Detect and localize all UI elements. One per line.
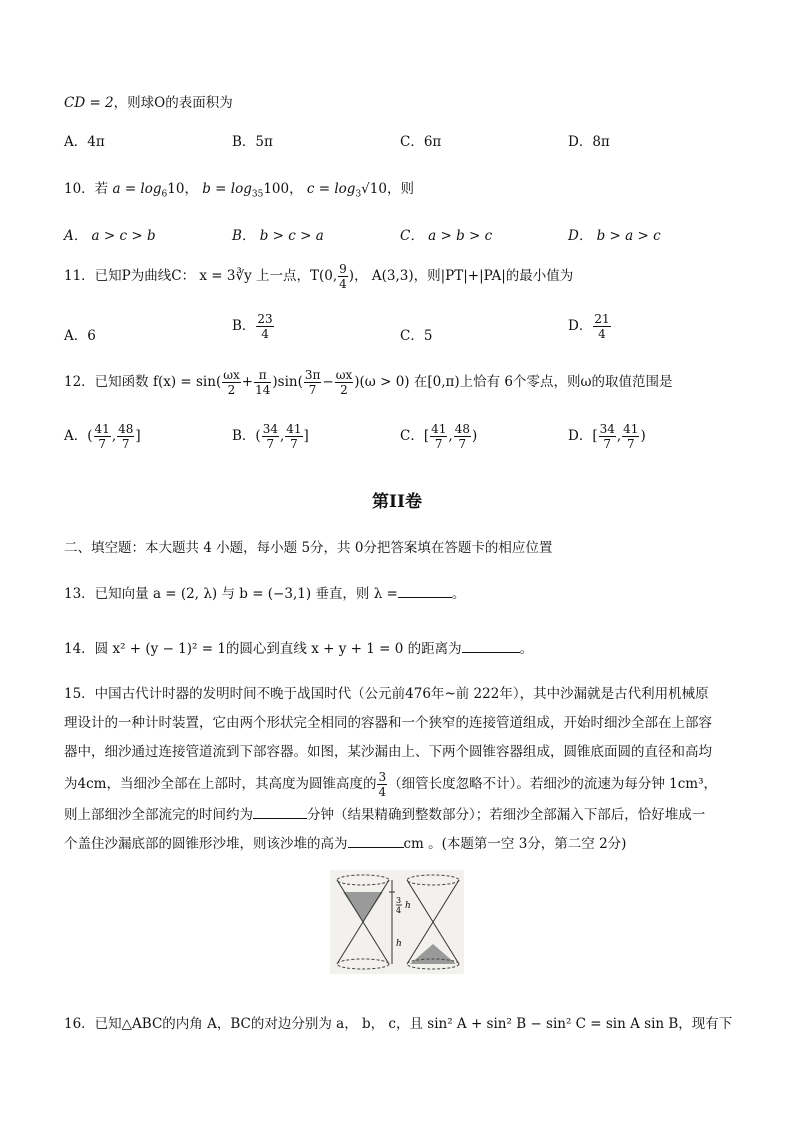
- q12-f1n: ωx: [223, 368, 240, 382]
- q12-b-n2: 41: [286, 422, 302, 436]
- q9-option-a: A．4π: [64, 134, 105, 150]
- q12-a-label: A．(: [64, 428, 93, 444]
- q12-d-label: D．[: [568, 428, 598, 444]
- fig-h-lower: h: [396, 939, 402, 949]
- q11-b-num: 23: [257, 312, 273, 326]
- q10-c-val: √10: [361, 181, 387, 197]
- q11-d-fraction: [593, 312, 610, 341]
- q12-frac-3: [304, 368, 322, 397]
- q12-a-n1: 41: [94, 422, 110, 436]
- q9-option-d: D．8π: [568, 134, 610, 150]
- q11-b-label: B．: [232, 318, 256, 334]
- q12-f3d: 7: [308, 383, 317, 397]
- q11-stem: [64, 262, 573, 291]
- q11-frac-den: 4: [339, 277, 347, 291]
- q14-post: 。: [519, 641, 534, 657]
- q12-c-frac1: [430, 422, 447, 451]
- q10-a-sub: 6: [161, 189, 168, 200]
- q15-frac-num: 3: [378, 770, 387, 784]
- q12-a-n2: 48: [118, 422, 134, 436]
- q10-b: b = log: [202, 181, 252, 197]
- q11-option-a: A．6: [64, 328, 96, 344]
- q12-d-frac1: [599, 422, 616, 451]
- q12-c-d2: 7: [458, 437, 467, 451]
- q12-f1d: 2: [227, 383, 236, 397]
- q16-stem: 16．已知△ABC的内角 A，BC的对边分别为 a， b， c，且 sin² A + sin² B − sin² C = sin A sin B，现有下: [64, 1016, 733, 1032]
- q11-option-b: [232, 312, 275, 341]
- q15-paragraph: [64, 680, 730, 859]
- q10-num: 10．若: [64, 181, 109, 197]
- q13-answer-blank[interactable]: [398, 585, 452, 598]
- q12-d-frac2: [622, 422, 639, 451]
- q14-pre: 14．圆 x² + (y − 1)² = 1的圆心到直线 x + y + 1 = 0 的距离为: [64, 641, 462, 657]
- q12-b-frac2: [285, 422, 302, 451]
- q11-option-c: C．5: [400, 328, 433, 344]
- q11-d-den: 4: [598, 327, 606, 341]
- q9-option-b: B．5π: [232, 134, 273, 150]
- q15-line-2: 理设计的一种计时装置，它由两个形状完全相同的容器和一个狭窄的连接管道组成，开始时细沙全部在上部容: [64, 715, 712, 731]
- fig-h-upper: h: [405, 901, 411, 911]
- q14-stem: [64, 637, 533, 657]
- q10-a-val: 10: [167, 181, 185, 197]
- q12-d-n2: 41: [623, 422, 639, 436]
- q15-line-5: [64, 801, 730, 830]
- section-2-heading: 二、填空题：本大题共 4 小题，每小题 5分，共 0分把答案填在答题卡的相应位置: [64, 540, 553, 556]
- q12-f2d: 14: [255, 383, 271, 397]
- q13-pre: 13．已知向量 a = (2, λ) 与 b = (−3,1) 垂直，则 λ =: [64, 586, 398, 602]
- q12-frac-4: [335, 368, 354, 397]
- q12-b-d2: 7: [290, 437, 298, 451]
- q11-pre: 11．已知P为曲线C： x = 3∛y 上一点，T(0,: [64, 268, 338, 284]
- q12-d-d1: 7: [603, 437, 612, 451]
- q11-post: )， A(3,3)，则|PT|+|PA|的最小值为: [348, 268, 574, 284]
- q12-f4d: 2: [340, 383, 348, 397]
- q11-b-den: 4: [261, 327, 269, 341]
- q15-frac-den: 4: [378, 785, 387, 799]
- q9-cd: CD = 2: [64, 95, 114, 111]
- q9-tail: [64, 91, 233, 111]
- q12-d-close: ): [640, 428, 646, 444]
- q15-l4b: （细管长度忽略不计）。若细沙的流速为每分钟 1cm³，: [388, 776, 717, 792]
- q12-option-c: C．[ $\frac{41}{7}$ , $\frac{48}{7}$ ): [400, 422, 478, 451]
- q12-c-d1: 7: [434, 437, 443, 451]
- q12-a-frac1: [94, 422, 111, 451]
- q10-tail: ，则: [386, 181, 414, 197]
- q15-line-1: 15．中国古代计时器的发明时间不晚于战国时代（公元前476年~前 222年），其中沙漏就是古代利用机械原: [64, 686, 709, 702]
- q12-frac-1: [222, 368, 241, 397]
- q12-stem: [64, 368, 673, 397]
- q15-l5b: 分钟（结果精确到整数部分）；若细沙全部漏入下部后，恰好堆成一: [307, 807, 706, 823]
- q15-l5a: 则上部细沙全部流完的时间约为: [64, 807, 253, 823]
- q12-c-n2: 48: [454, 422, 470, 436]
- fig-frac-num: 3: [396, 896, 402, 905]
- q10-stem: 10．若 $a = \log_610$， $b = \log_{35}100$， $c = \log_3√10$，则: [64, 181, 414, 200]
- q10-c: c = log: [306, 181, 356, 197]
- fig-frac-den: 4: [396, 906, 402, 915]
- q11-b-fraction: [256, 312, 273, 341]
- q11-fraction: [338, 262, 348, 291]
- q15-line-4: [64, 767, 730, 801]
- q12-a-close: ]: [135, 428, 141, 444]
- q15-fraction: [377, 770, 387, 799]
- q10-b-val: 100: [263, 181, 290, 197]
- q12-a-d1: 7: [98, 437, 106, 451]
- q12-mid: )sin(: [272, 374, 303, 390]
- q11-d-num: 21: [594, 312, 610, 326]
- q12-f4n: ωx: [335, 368, 353, 382]
- q10-b-sub: 35: [251, 189, 264, 200]
- q12-d-d2: 7: [626, 437, 635, 451]
- hourglass-figure: [330, 870, 464, 974]
- hourglass-diagram: [330, 870, 464, 974]
- q10-a: a = log: [112, 181, 162, 197]
- q12-a-d2: 7: [121, 437, 130, 451]
- q12-a-frac2: [117, 422, 134, 451]
- q12-f2n: π: [254, 368, 271, 383]
- q12-c-close: ): [471, 428, 478, 444]
- q10-option-d: D． b > a > c: [568, 228, 661, 244]
- q9-tail-text: ，则球O的表面积为: [113, 95, 233, 111]
- q12-pre: 12．已知函数 f(x) = sin(: [64, 374, 222, 390]
- q12-option-b: B．( $\frac{34}{7}$ , $\frac{41}{7}$ ]: [232, 422, 309, 451]
- q15-l4a: 为4cm，当细沙全部在上部时，其高度为圆锥高度的: [64, 776, 377, 792]
- q10-c-sub: 3: [355, 189, 362, 200]
- q11-d-label: D．: [568, 318, 593, 334]
- q12-post: )(ω > 0) 在[0,π)上恰有 6个零点，则ω的取值范围是: [354, 374, 673, 390]
- q10-option-b: B． b > c > a: [232, 228, 324, 244]
- q12-b-label: B．(: [232, 428, 261, 444]
- q12-plus: +: [241, 374, 254, 390]
- q12-option-d: D．[ $\frac{34}{7}$ , $\frac{41}{7}$ ): [568, 422, 646, 451]
- q12-f3n: 3π: [304, 368, 321, 382]
- q12-b-n1: 34: [262, 422, 278, 436]
- q9-option-c: C．6π: [400, 134, 442, 150]
- q13-stem: [64, 582, 465, 602]
- q13-post: 。: [451, 586, 466, 602]
- q12-b-d1: 7: [266, 437, 275, 451]
- q11-frac-num: 9: [339, 262, 347, 276]
- q15-l6a: 个盖住沙漏底部的圆锥形沙堆，则该沙堆的高为: [64, 836, 348, 852]
- q15-line-3: 器中，细沙通过连接管道流到下部容器。如图，某沙漏由上、下两个圆锥容器组成，圆锥底面圆的直径和高均: [64, 744, 712, 760]
- q10-option-c: C． a > b > c: [400, 228, 493, 244]
- part-2-title: 第II卷: [372, 492, 422, 512]
- q14-answer-blank[interactable]: [462, 640, 520, 653]
- q10-option-a: A． a > c > b: [64, 228, 156, 244]
- q12-b-close: ]: [303, 428, 309, 444]
- q12-d-n1: 34: [599, 422, 615, 436]
- q12-c-n1: 41: [431, 422, 447, 436]
- q15-line-6: [64, 830, 730, 859]
- q12-option-a: A．( $\frac{41}{7}$ , $\frac{48}{7}$ ]: [64, 422, 141, 451]
- q12-b-frac1: [262, 422, 279, 451]
- q12-minus: −: [322, 374, 334, 390]
- q15-l6b: cm 。(本题第一空 3分，第二空 2分): [403, 836, 627, 852]
- q12-c-label: C．[: [400, 428, 430, 444]
- q12-frac-2: [254, 368, 271, 397]
- q11-option-d: [568, 312, 612, 341]
- q15-blank-2[interactable]: [348, 835, 404, 848]
- q12-c-frac2: [454, 422, 471, 451]
- q15-blank-1[interactable]: [253, 806, 307, 819]
